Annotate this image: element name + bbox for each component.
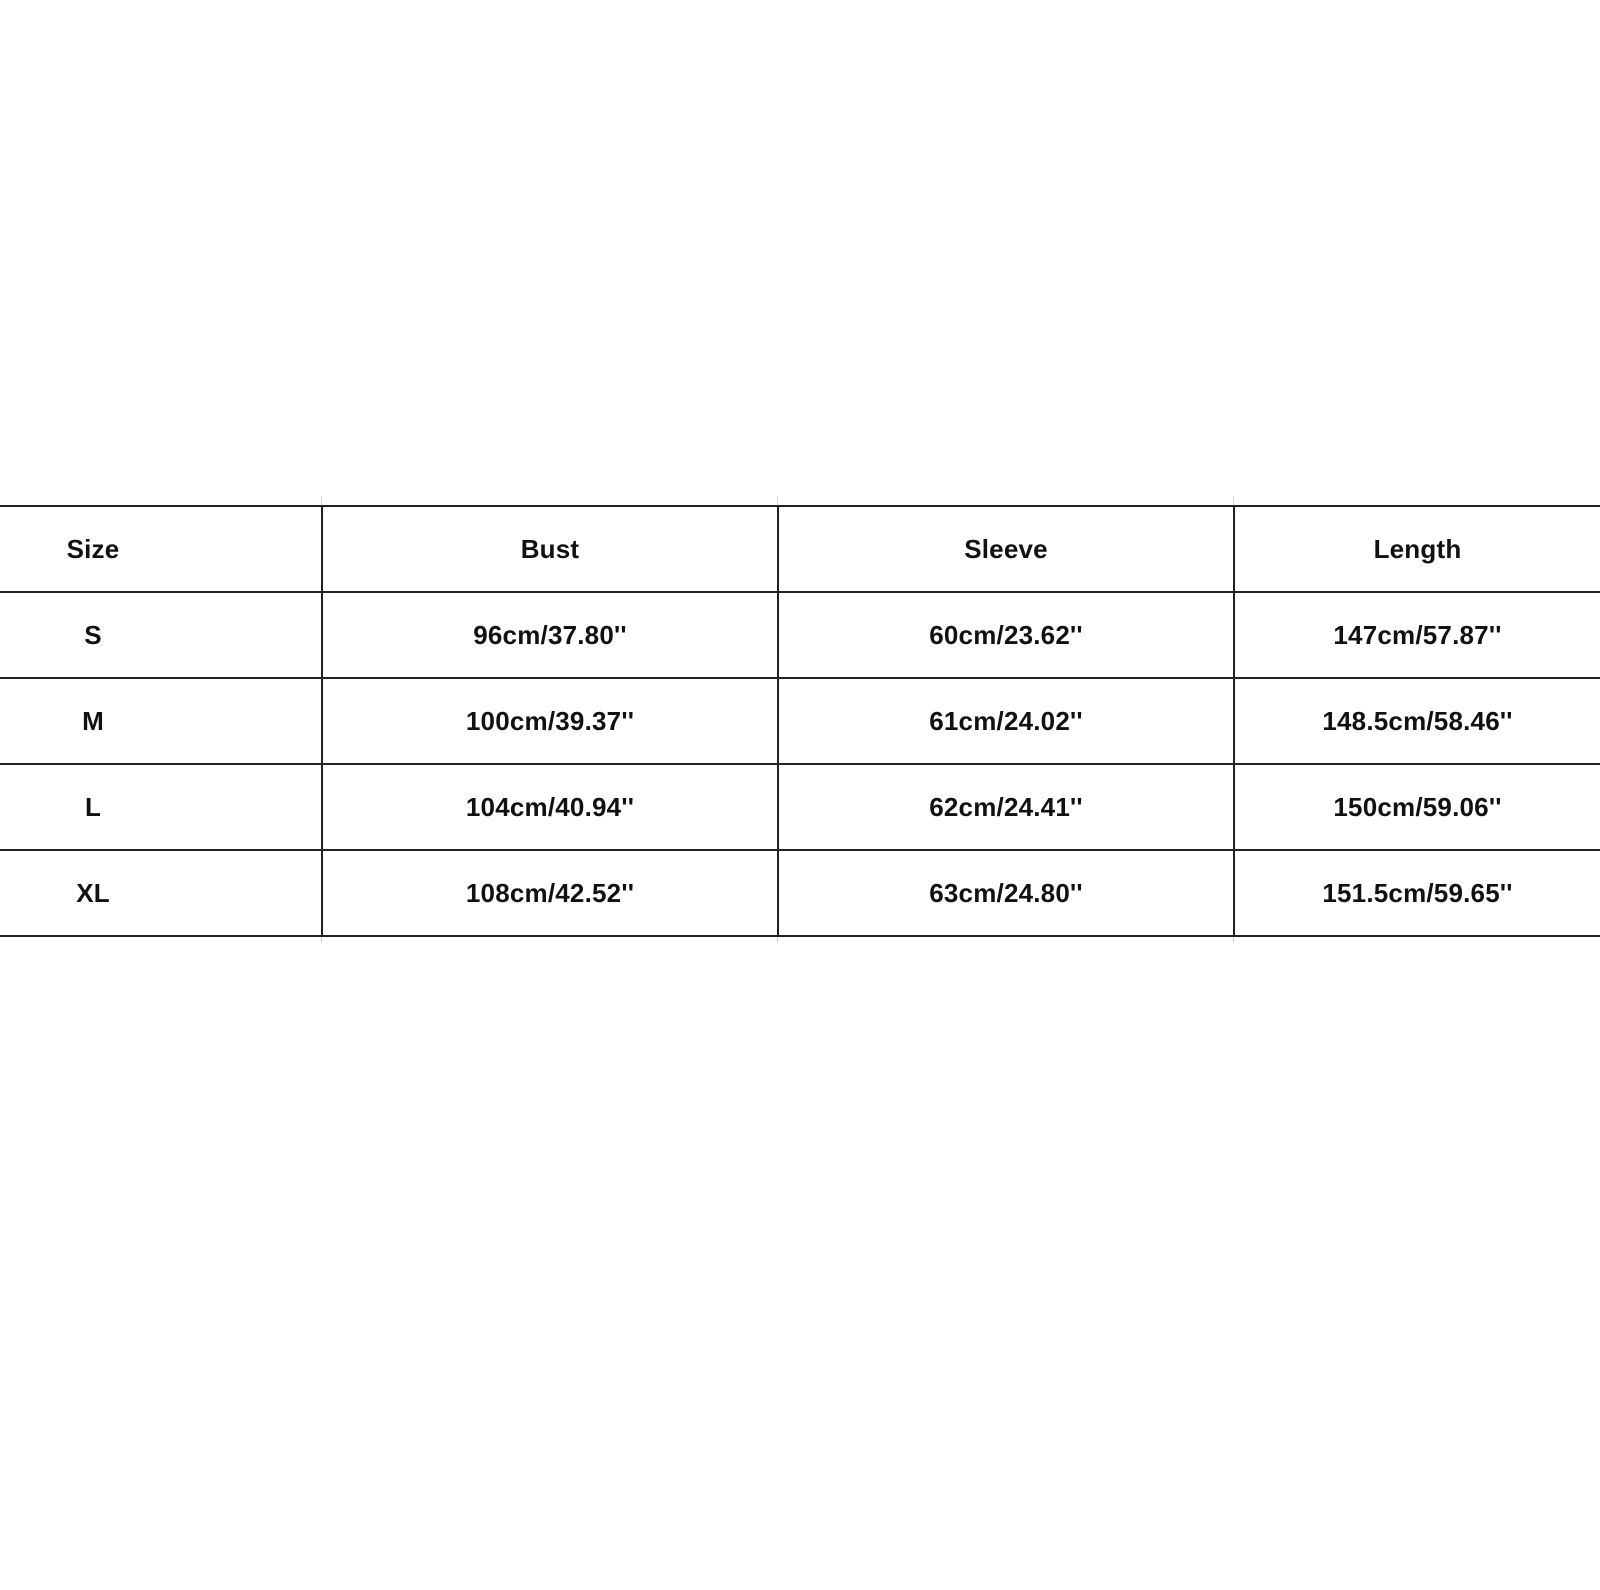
- sleeve-cell: 60cm/23.62'': [778, 592, 1234, 678]
- size-cell: S: [0, 592, 322, 678]
- bust-cell: 100cm/39.37'': [322, 678, 778, 764]
- sleeve-cell: 62cm/24.41'': [778, 764, 1234, 850]
- sleeve-cell: 61cm/24.02'': [778, 678, 1234, 764]
- column-tick-mark: [777, 497, 778, 505]
- column-tick-mark: [321, 497, 322, 505]
- length-cell: 147cm/57.87'': [1234, 592, 1600, 678]
- table-row: [0, 678, 1600, 764]
- column-tick-mark: [1233, 497, 1234, 505]
- length-cell: 151.5cm/59.65'': [1234, 850, 1600, 936]
- table-header-row: [0, 506, 1600, 592]
- bust-cell: 96cm/37.80'': [322, 592, 778, 678]
- length-cell: 150cm/59.06'': [1234, 764, 1600, 850]
- bust-cell: 104cm/40.94'': [322, 764, 778, 850]
- bust-cell: 108cm/42.52'': [322, 850, 778, 936]
- column-header-sleeve: Sleeve: [778, 506, 1234, 592]
- size-cell: XL: [0, 850, 322, 936]
- column-header-length: Length: [1234, 506, 1600, 592]
- size-cell: L: [0, 764, 322, 850]
- table-row: [0, 850, 1600, 936]
- size-chart-table: [0, 505, 1600, 937]
- table-row: [0, 764, 1600, 850]
- column-header-bust: Bust: [322, 506, 778, 592]
- sleeve-cell: 63cm/24.80'': [778, 850, 1234, 936]
- length-cell: 148.5cm/58.46'': [1234, 678, 1600, 764]
- table-row: [0, 592, 1600, 678]
- size-cell: M: [0, 678, 322, 764]
- column-header-size: Size: [0, 506, 322, 592]
